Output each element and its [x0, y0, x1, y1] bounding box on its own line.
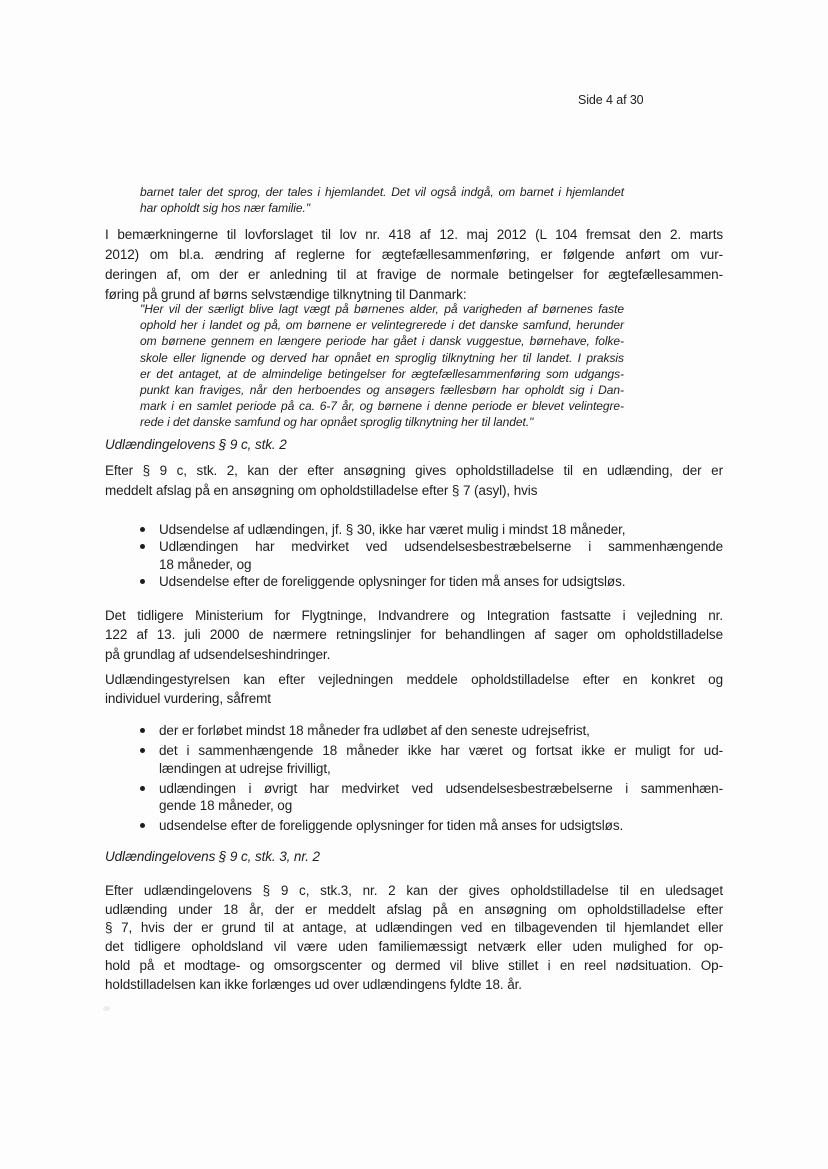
list-item	[139, 742, 723, 777]
bullet-icon	[140, 728, 145, 733]
bullet-icon	[140, 748, 145, 753]
paragraph-9c-stk2-intro: Efter § 9 c, stk. 2, kan der efter ansøgning gives opholdstilladelse til en udlænding, der er meddelt afslag på en ansøgning om opholdstilladelse efter § 7 (asyl), hvis	[105, 463, 723, 498]
list-item	[139, 817, 723, 834]
blockquote-continuation: barnet taler det sprog, der tales i hjemlandet. Det vil også indgå, om barnet i hjemlandet har opholdt sig hos nær familie."	[140, 185, 624, 216]
bullet-list-conditions-1	[139, 521, 723, 590]
list-item	[139, 521, 723, 538]
section-heading-9c-stk2: Udlændingelovens § 9 c, stk. 2	[105, 437, 287, 452]
list-item-text: Udlændingen har medvirket ved udsendelsesbestræbelserne i sammenhængende 18 måneder, og	[159, 539, 723, 572]
bullet-icon	[140, 527, 145, 532]
list-item	[139, 538, 723, 573]
list-item-text: det i sammenhængende 18 måneder ikke har været og fortsat ikke er muligt for ud- lændingen at udrejse frivilligt,	[159, 743, 723, 776]
bullet-icon	[140, 544, 145, 549]
list-item-text: udlændingen i øvrigt har medvirket ved udsendelsesbestræbelserne i sammenhæn- gende 18 måneder, og	[159, 780, 723, 814]
list-item-text: der er forløbet mindst 18 måneder fra udløbet af den seneste udrejsefrist,	[159, 723, 590, 738]
bullet-list-conditions-2	[139, 722, 723, 838]
list-item	[139, 780, 723, 815]
paragraph-udlaendingestyrelsen: Udlændingestyrelsen kan efter vejledningen meddele opholdstilladelse efter en konkret og individuel vurdering, såfremt	[105, 672, 723, 706]
bullet-icon	[140, 579, 145, 584]
list-item-text: udsendelse efter de foreliggende oplysninger for tiden må anses for udsigtsløs.	[159, 818, 624, 834]
bullet-icon	[140, 786, 145, 791]
paragraph-9c-stk3-nr2: Efter udlændingelovens § 9 c, stk.3, nr. 2 kan der gives opholdstilladelse til en uledsaget udlænding under 18 år, der er meddelt afslag på en ansøgning om opholdstilladelse efter § 7, hvis der er grund til at antage, at udlændingen ved en tilbagevenden til hjemlandet eller det tidligere opholdsland vil være uden familiemæssigt netværk eller uden mulighed for op- hold på et modtage- og omsorgscenter og dermed vil blive stillet i en reel nødsituation. Op- holdstilladelsen kan ikke forlænges ud over udlændingens fyldte 18. år.	[105, 883, 723, 992]
bullet-icon	[140, 823, 145, 828]
page-number: Side 4 af 30	[578, 93, 644, 107]
paragraph-ministry-guideline: Det tidligere Ministerium for Flygtninge, Indvandrere og Integration fastsatte i vejledning nr. 122 af 13. juli 2000 de nærmere retningslinjer for behandlingen af sager om opholdstilladelse på grundlag af udsendelseshindringer.	[105, 608, 723, 662]
paragraph-remarks-intro: I bemærkningerne til lovforslaget til lov nr. 418 af 12. maj 2012 (L 104 fremsat den 2. marts 2012) om bl.a. ændring af reglerne for ægtefællesammenføring, er følgende anført om vur- deringen af, om der er anledning til at fravige de normale betingelser for ægtefællesammen- føring på grund af børns selvstændige tilknytning til Danmark:	[105, 227, 723, 302]
list-item-text: Udsendelse efter de foreliggende oplysninger for tiden må anses for udsigtsløs.	[159, 573, 626, 589]
list-item	[139, 722, 723, 739]
list-item-text: Udsendelse af udlændingen, jf. § 30, ikke har været mulig i mindst 18 måneder,	[159, 522, 626, 537]
section-heading-9c-stk3-nr2: Udlændingelovens § 9 c, stk. 3, nr. 2	[105, 849, 320, 864]
scan-artifact-smudge	[103, 1006, 110, 1011]
blockquote-children-attachment: "Her vil der særligt blive lagt vægt på børnenes alder, på varigheden af børnenes faste ophold her i landet og på, om børnene er velintegrerede i det danske samfund, herunder om børnene gennem en længere periode har gået i dansk vuggestue, børnehave, folke- skole eller lignende og derved har opnået en sproglig tilknytning her til landet. I praksis er det antaget, at de almindelige betingelser for ægtefællesammenføring som udgangs- punkt kan fraviges, når den herboendes og ansøgers fællesbørn har opholdt sig i Dan- mark i en samlet periode på ca. 6-7 år, og børnene i denne periode er blevet velintegre- rede i det danske samfund og har opnået sproglig tilknytning her til landet."	[140, 302, 624, 430]
list-item	[139, 573, 723, 590]
